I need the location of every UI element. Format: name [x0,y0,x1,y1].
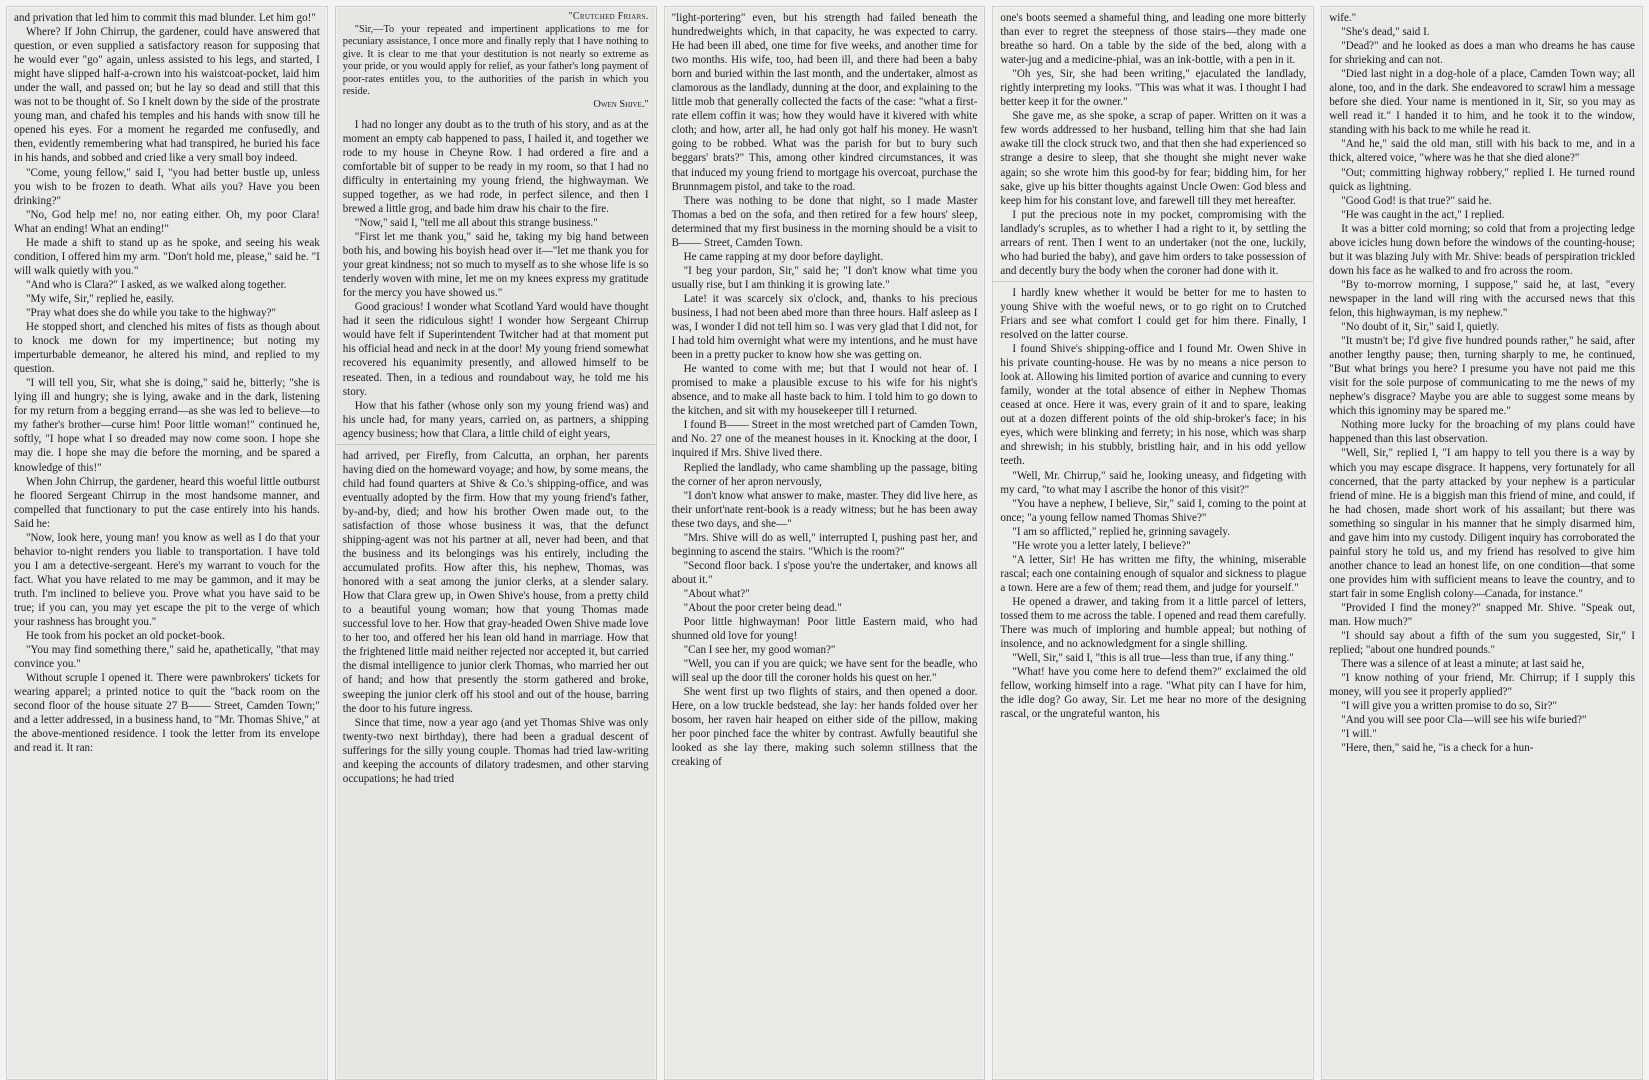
paragraph: "Now, look here, young man! you know as well as I do that your behavior to-night renders you liable to transportation. I have told you I am a detective-sergeant. Here's my warrant to vouch for the fact. What you have related to me may be gammon, and it may be truth. I'm inclined to believe you. Prove what you have said to be true; if you can, you may yet escape the pit to the verge of which your rashness has brought you." [14,531,320,629]
letter-heading: "Crutched Friars. [568,11,649,22]
paragraph: "You may find something there," said he, apathetically, "that may convince you." [14,644,320,671]
paragraph: He made a shift to stand up as he spoke, and seeing his weak condition, I offered him my arm. "Don't hold me, please," said he. "I will walk quietly with you." [14,236,320,277]
paragraph: Where? If John Chirrup, the gardener, could have answered that question, or even supplied a satisfactory reason for supposing that he would ever "go" again, unless assisted to his legs, and started, I might have slipped half-a-crown into his waistcoat-pocket, laid him under the wall, and passed on; but he lay so dead and still that this was not to be thought of. So I knelt down by the side of the prostrate young man, and chafed his temples and his hands with snow till he opened his eyes. For a moment he regarded me confusedly, and then, evidently remembering what had transpired, he buried his face in his hands, and sobbed and cried like a very small boy indeed. [14,26,320,165]
text-column-1 [6,6,328,1080]
letter-signature: Owen Shive." [593,99,649,111]
paragraph: I put the precious note in my pocket, compromising with the landlady's scruples, as to whether I had a right to it, by settling the arrears of rent. Then I went to an undertaker (not the one, luckily, who had buried the baby), and gave him orders to take possession of and decently bury the body when the coroner had done with it. [1000,208,1307,277]
paragraph: "Well, Sir," replied I, "I am happy to tell you there is a way by which you may escape disgrace. It happens, very fortunately for all concerned, that the party attacked by your nephew is a particular friend of mine. He is a biggish man this friend of mine, and could, if he had chosen, made short work of his assailant; but there was something so singular in his manner that he simply disarmed him, and gave him into my custody. Diligent inquiry has corroborated the painful story he told us, and my friend has resolved to give him another chance to lead an honest life, on one condition—that some one provides him with sufficient means to leave the country, and to start fair in some English colony—Canada, for instance." [1329,447,1635,600]
paragraph: "Here, then," said he, "is a check for a hun- [1341,742,1534,755]
paragraph: "Good God! is that true?" said he. [1341,194,1492,207]
paragraph: "It mustn't be; I'd give five hundred pounds rather," he said, after another lengthy pause; then, turning sharply to me, he continued, "But what brings you here? I presume you have not paid me this visit for the sole purpose of communicating to me the news of my nephew's disgrace? Maybe you are able to suggest some means by which this ignominy may be spared me." [1329,335,1635,418]
paragraph: "Dead?" and he looked as does a man who dreams he has cause for shrieking and can not. [1329,40,1635,67]
paragraph: Nothing more lucky for the broaching of my plans could have happened than this last observation. [1329,419,1635,446]
paragraph: "Second floor back. I s'pose you're the undertaker, and knows all about it." [671,559,978,586]
paragraph: "Well, Sir," said I, "this is all true—less than true, if any thing." [1012,652,1294,665]
letter-body: "Sir,—To your repeated and impertinent applications to me for pecuniary assistance, I once more and finally reply that I have nothing to give. It is clear to me that your destitution is not nearly so extreme as your pride, or you would apply for relief, as your father's long payment of poor-rates entitles you, to the authorities of the parish in which you reside. [342,23,649,98]
paragraph: Good gracious! I wonder what Scotland Yard would have thought had it seen the ridiculous sight! I wonder how Sergeant Chirrup would have felt if Superintendent Twitcher had at that moment put his official head and neck in at the door! My young friend somewhat recovered his equanimity presently, and allowed himself to be reseated. Then, in a tedious and roundabout way, he told me his story. [342,301,649,398]
paragraph: I hardly knew whether it would be better for me to hasten to young Shive with the woeful news, or to go right on to Crutched Friars and see what comfort I could get for him there. Finally, I resolved on the latter course. [1000,286,1307,342]
paragraph: "She's dead," said I. [1341,26,1430,39]
paragraph: When John Chirrup, the gardener, heard this woeful little outburst he floored Sergeant Chirrup in the most handsome manner, and compelled that functionary to put the case entirely into his hands. Said he: [14,475,320,530]
paragraph: I had no longer any doubt as to the truth of his story, and as at the moment an empty cab happened to pass, I hailed it, and together we rode to my house in Cheyne Row. I had ordered a fire and a comfortable bit of supper to be ready in my room, so that I had no difficulty in entertaining my young friend, the highwayman. We supped together, as we had rode, in perfect silence, and then I brewed a little grog, and bade him draw his chair to the fire. [342,118,649,215]
paragraph: She gave me, as she spoke, a scrap of paper. Written on it was a few words addressed to her husband, telling him that she had lain awake till the clock struck two, and that then she had experienced so strange a desire to sleep, that she thought she might never wake again; so she wrote him this good-by for fear; bidding him, for her sake, give up his bitter thoughts against Uncle Owen: God bless and keep him for his constant love, and farewell till they met hereafter. [1000,110,1307,207]
paragraph: I found B—— Street in the most wretched part of Camden Town, and No. 27 one of the meanest houses in it. Knocking at the door, I inquired if Mrs. Shive lived there. [671,419,978,460]
paragraph: "I should say about a fifth of the sum you suggested, Sir," I replied; "about one hundred pounds." [1329,630,1635,657]
paragraph: "I will." [1341,728,1377,741]
paragraph: "And he," said the old man, still with his back to me, and in a thick, altered voice, "where was he that she died alone?" [1329,138,1635,165]
paragraph: "A letter, Sir! He has written me fifty, the whining, miserable rascal; each one containing enough of squalor and sickness to plague a town. Here are a few of them; read them, and judge for yourself." [1000,553,1307,594]
paragraph: Late! it was scarcely six o'clock, and, thanks to his precious business, I had not been abed more than three hours. Half asleep as I was, I wonder I did not tell him so. I was very glad that I did not, for I had told him overnight what were my intentions, and he must have been in a pretty pucker to know how she was getting on. [671,292,978,362]
paragraph: "Out; committing highway robbery," replied I. He turned round quick as lightning. [1329,166,1635,193]
clipping-divider [336,444,656,445]
paragraph: "I am so afflicted," replied he, grinning savagely. [1012,525,1231,538]
paragraph: "By to-morrow morning, I suppose," said he, at last, "every newspaper in the land will ring with the accursed news that this felon, this highwayman, is my nephew." [1329,278,1635,319]
paragraph: "Mrs. Shive will do as well," interrupted I, pushing past her, and beginning to ascend the stairs. "Which is the room?" [671,531,978,558]
paragraph: He stopped short, and clenched his mites of fists as though about to knock me down for my impertinence; but noting my imperturbable demeanor, he altered his mind, and replied to my question. [14,321,320,376]
paragraph: Poor little highwayman! Poor little Eastern maid, who had shunned old love for young! [671,616,978,643]
paragraph: "My wife, Sir," replied he, easily. [26,292,175,305]
text-column-4 [992,6,1314,1080]
text-column-5 [1321,6,1643,1080]
paragraph: "I know nothing of your friend, Mr. Chirrup; if I supply this money, will you see it properly applied?" [1329,672,1635,699]
paragraph: "What! have you come here to defend them?" exclaimed the old fellow, working himself into a rage. "What pity can I have for him, the idle dog? Go away, Sir. Let me hear no more of the designing rascal, or the ungrateful wanton, his [1000,666,1307,721]
paragraph: "Provided I find the money?" snapped Mr. Shive. "Speak out, man. How much?" [1329,601,1635,629]
paragraph: "About what?" [683,587,750,600]
paragraph: "I don't know what answer to make, master. They did live here, as their unfort'nate rent-book is a ready witness; but he has been away these two days, and she—" [671,489,978,530]
paragraph: "I will give you a written promise to do so, Sir?" [1341,700,1557,713]
paragraph: "And you will see poor Cla—will see his wife buried?" [1341,714,1587,727]
paragraph: "And who is Clara?" I asked, as we walked along together. [26,278,287,291]
paragraph: He came rapping at my door before daylight. [683,250,884,263]
paragraph: "I beg your pardon, Sir," said he; "I don't know what time you usually rise, but I am thinking it is growing late." [671,264,978,291]
paragraph: wife." [1329,12,1357,24]
clipping-divider [993,281,1313,282]
paragraph: He opened a drawer, and taking from it a little parcel of letters, tossed them to me across the table. I opened and read them carefully. There was much of imploring and humble appeal; but nothing of insolence, and no acknowledgment for a single shilling. [1000,595,1307,651]
paragraph: "Pray what does she do while you take to the highway?" [26,306,276,319]
text-column-3 [664,6,986,1080]
paragraph: "Oh yes, Sir, she had been writing," ejaculated the landlady, rightly interpreting my looks. "This was what it was. I thought I had better keep it for the owner." [1000,68,1307,109]
paragraph: How that his father (whose only son my young friend was) and his uncle had, for many years, carried on, as partners, a shipping agency business; how that Clara, a little child of eight years, [342,399,649,440]
paragraph: "About the poor creter being dead." [683,601,842,614]
paragraph: I found Shive's shipping-office and I found Mr. Owen Shive in his private counting-house. He was by no means a nice person to look at. Allowing his limited portion of avarice and cunning to every family, wonder at the total absence of either in Nephew Thomas ceased at once. Here it was, every grain of it and to spare, leaking out at a dozen different points of the old ship-broker's face; in his eyes, which were blinking and ferrety; in his nose, which was sharp and shrewish; in his stubbly, bristling hair, and in his odd yellow teeth. [1000,343,1307,468]
paragraph: "First let me thank you," said he, taking my big hand between both his, and bowing his boyish head over it—"let me thank you for your great kindness; not so much to myself as to she whose life is so tenderly woven with mine, let me on my knees express my gratitude for the mercy you have showed us." [342,231,649,300]
paragraph: There was nothing to be done that night, so I made Master Thomas a bed on the sofa, and then retired for a few hours' sleep, determined that my first business in the morning should be a visit to B—— Street, Camden Town. [671,194,978,249]
paragraph: "Well, you can if you are quick; we have sent for the beadle, who will seal up the door till the coroner holds his quest on her." [671,658,978,685]
paragraph: "Well, Mr. Chirrup," said he, looking uneasy, and fidgeting with my card, "to what may I ascribe the honor of this visit?" [1000,469,1307,496]
paragraph: "I will tell you, Sir, what she is doing," said he, bitterly; "she is lying ill and hungry; she is lying, awake and in the dark, listening for my return from a begging errand—as she was led to believe—to my father's brother—curse him! Poor little woman!" continued he, softly, "I hope what I so dreaded may now come soon. I hope she may die. I hope she may die before the morning, and be spared a knowledge of this!" [14,377,320,474]
paragraph: Without scruple I opened it. There were pawnbrokers' tickets for wearing apparel; a printed notice to quit the "back room on the second floor of the house situate 27 B—— Street, Camden Town;" and a letter addressed, in a business hand, to "Mr. Thomas Shive," at the above-mentioned residence. I took the letter from its envelope and read it. It ran: [14,672,320,755]
paragraph: one's boots seemed a shameful thing, and leading one more bitterly than ever to regret the steepness of those stairs—they made one breathe so hard. On a table by the side of the bed, along with a water-jug and a medicine-phial, was an ink-bottle, with a pen in it. [1000,12,1307,67]
paragraph: "He was caught in the act," I replied. [1341,208,1505,221]
paragraph: "No doubt of it, Sir," said I, quietly. [1341,321,1500,334]
paragraph: It was a bitter cold morning; so cold that from a projecting ledge above icicles hung down before the windows of the counting-house; but it was blazing July with Mr. Shive: beads of perspiration trickled down his face as he walked to and fro across the room. [1329,222,1635,277]
paragraph: Replied the landlady, who came shambling up the passage, biting the corner of her apron nervously, [671,461,978,488]
paragraph: Since that time, now a year ago (and yet Thomas Shive was only twenty-two next birthday), there had been a gradual descent of sufferings for the silly young couple. Thomas had tried law-writing and keeping the accounts of dilatory tradesmen, and other starving occupations; he had tried [342,716,649,785]
paragraph: "Come, young fellow," said I, "you had better bustle up, unless you wish to be frozen to death. What ails you? Have you been drinking?" [14,166,320,207]
paragraph: He wanted to come with me; but that I would not hear of. I promised to make a plausible excuse to his wife for his night's absence, and to make all haste back to him. I told him to go down to the kitchen, and sit with my housekeeper till I returned. [671,363,978,418]
paragraph: There was a silence of at least a minute; at last said he, [1341,658,1585,671]
text-column-2 [335,6,657,1080]
paragraph: "You have a nephew, I believe, Sir," said I, coming to the point at once; "a young fellow named Thomas Shive?" [1000,497,1307,524]
paragraph: "Can I see her, my good woman?" [683,644,836,657]
paragraph: had arrived, per Firefly, from Calcutta, an orphan, her parents having died on the homeward voyage; and how, by some means, the child had found quarters at Shive & Co.'s shipping-office, and was eventually adopted by the firm. How that my young friend's father, by-and-by, died; and how his brother Owen made out, to the satisfaction of those whose business it was, that the defunct shipping-agent was not his partner at all, never had been, and that the business and its belongings was his entirely, including the accumulated profits. How after this, his nephew, Thomas, was honored with a seat among the junior clerks, at a slender salary. How that Clara grew up, in Owen Shive's house, from a pretty child to a beautiful young woman; how that young Thomas made successful love to her. How that gray-headed Owen Shive made love to her too, and offered her his lean old hand in marriage. How that the frightened little maid neither rejected nor accepted it, but carried the dismal intelligence to junior clerk Thomas, who married her out of hand; and how that presently the storm gathered and broke, sweeping the junior clerk off his stool and out of the house, barring the door to his future ingress. [342,449,649,715]
paragraph: She went first up two flights of stairs, and then opened a door. Here, on a low truckle bedstead, she lay: her hands folded over her bosom, her raven hair heaped on either side of the pillow, making her poor pinched face the whiter by contrast. Awfully beautiful she looked as she lay there, making such solemn stillness that the creaking of [671,686,978,769]
paragraph: "Now," said I, "tell me all about this strange business." [354,216,598,229]
paragraph: "light-portering" even, but his strength had failed beneath the hundredweights which, in that capacity, he was expected to carry. He had been ill abed, one time for five weeks, and another time for two months. His wife, too, had been ill, and there had been a baby born and buried within the last month, and the undertaker, almost as clamorous as the landlady, dunning at the door, and explaining to the little mob that generally collected the facts of the case: "what a first-rate ellem coffin it was; how they would have it kivered with white cloth; and how, arter all, he had only got half his money. He wasn't going to be robbed. What was the parish for but to bury such beggars' brats?" This, among other kindred circumstances, it was that induced my young friend to mortgage his overcoat, purchase the Brunnmagem pistol, and take to the road. [671,12,978,193]
paragraph: "Died last night in a dog-hole of a place, Camden Town way; all alone, too, and in the dark. She endeavored to scrawl him a message before she died. Your name is mentioned in it, Sir, so you may as well read it." I handed it to him, and he took it to the window, standing with his back to me while he read it. [1329,68,1635,137]
paragraph: and privation that led him to commit this mad blunder. Let him go!" [14,12,316,24]
paragraph: He took from his pocket an old pocket-book. [26,630,226,643]
paragraph: "He wrote you a letter lately, I believe?" [1012,539,1191,552]
paragraph: "No, God help me! no, nor eating either. Oh, my poor Clara! What an ending! What an ending!" [14,208,320,235]
